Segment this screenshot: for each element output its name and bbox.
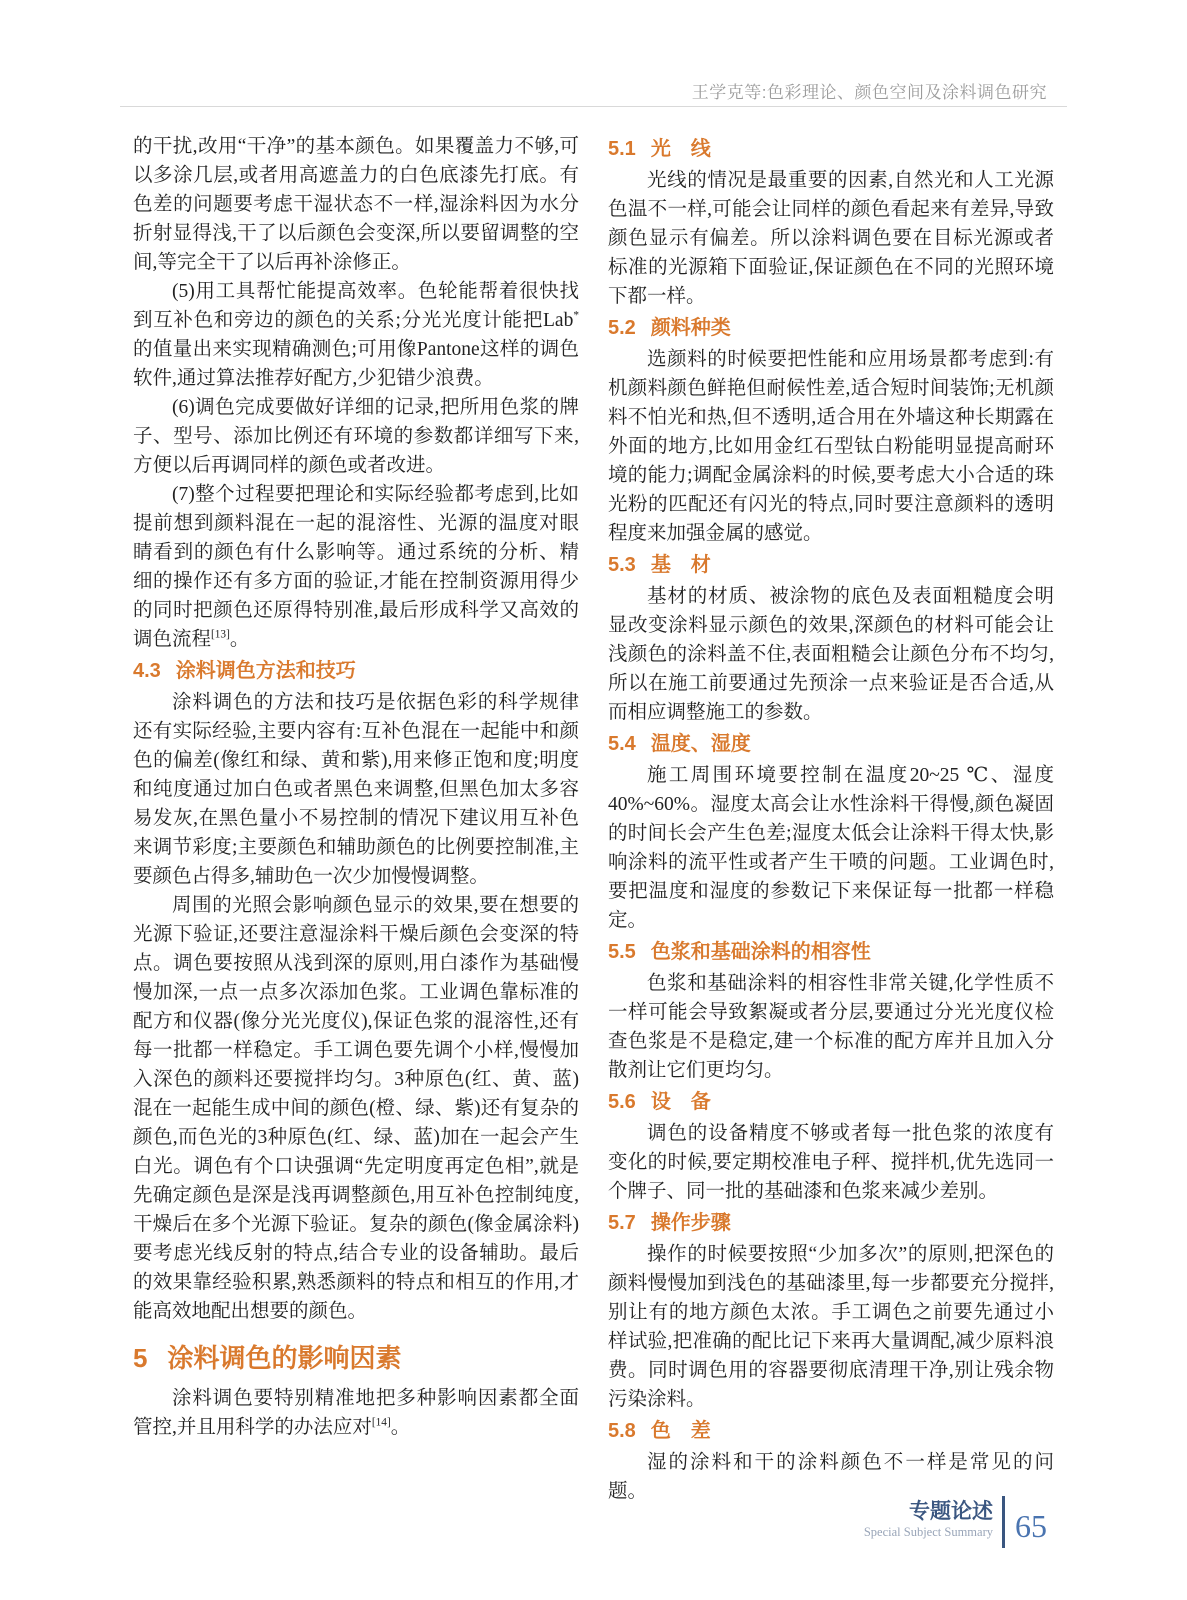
text-run: 调色的设备精度不够或者每一批色浆的浓度有变化的时候,要定期校准电子秤、搅拌机,优先选同一个牌子、同一批的基础漆和色浆来减少差别。 — [608, 1123, 1054, 1202]
heading-title: 操作步骤 — [650, 1212, 731, 1234]
text-run: 选颜料的时候要把性能和应用场景都考虑到:有机颜料颜色鲜艳但耐候性差,适合短时间装饰;无机颜料不怕光和热,但不透明,适合用在外墙这种长期露在外面的地方,比如用金红石型钛白粉能明显提高耐环境的能力;调配金属涂料的时候,要考虑大小合适的珠光粉的匹配还有闪光的特点,同时要注意颜料的透明程度来加强金属的感觉。 — [608, 349, 1054, 544]
subsection-heading — [608, 730, 1054, 759]
page-number: 65 — [1015, 1508, 1047, 1544]
heading-number: 5.1 — [608, 138, 636, 160]
paragraph — [133, 1384, 579, 1442]
heading-title: 涂料调色方法和技巧 — [175, 660, 356, 682]
text-run: 施工周围环境要控制在温度20~25 ℃、湿度40%~60%。湿度太高会让水性涂料干得慢,颜色凝固的时间长会产生色差;湿度太低会让涂料干得太快,影响涂料的流平性或者产生干喷的问题。工业调色时,要把温度和湿度的参数记下来保证每一批都一样稳定。 — [608, 765, 1054, 931]
text-run: 基材的材质、被涂物的底色及表面粗糙度会明显改变涂料显示颜色的效果,深颜色的材料可能会让浅颜色的涂料盖不住,表面粗糙会让颜色分布不均匀,所以在施工前要通过先预涂一点来验证是否合适,从而相应调整施工的参数。 — [608, 586, 1054, 723]
paragraph — [133, 688, 579, 891]
heading-title: 设 备 — [650, 1091, 711, 1113]
footer-section-title-cn: 专题论述 — [909, 1500, 993, 1523]
heading-number: 5.8 — [608, 1420, 636, 1442]
superscript-reference: [14] — [371, 1416, 391, 1429]
footer-divider-bar — [1002, 1496, 1005, 1548]
subsection-heading — [608, 938, 1054, 967]
text-run: (7)整个过程要把理论和实际经验都考虑到,比如提前想到颜料混在一起的混溶性、光源的温度对眼睛看到的颜色有什么影响等。通过系统的分析、精细的操作还有多方面的验证,才能在控制资源用得少的同时把颜色还原得特别准,最后形成科学又高效的调色流程 — [133, 484, 579, 650]
text-run: 周围的光照会影响颜色显示的效果,要在想要的光源下验证,还要注意湿涂料干燥后颜色会变深的特点。调色要按照从浅到深的原则,用白漆作为基础慢慢加深,一点一点多次添加色浆。工业调色靠标准的配方和仪器(像分光光度仪),保证色浆的混溶性,还有每一批都一样稳定。手工调色要先调个小样,慢慢加入深色的颜料还要搅拌均匀。3种原色(红、黄、蓝)混在一起能生成中间的颜色(橙、绿、紫)还有复杂的颜色,而色光的3种原色(红、绿、蓝)加在一起会产生白光。调色有个口诀强调“先定明度再定色相”,就是先确定颜色是深是浅再调整颜色,用互补色控制纯度,干燥后在多个光源下验证。复杂的颜色(像金属涂料)要考虑光线反射的特点,结合专业的设备辅助。最后的效果靠经验积累,熟悉颜料的特点和相互的作用,才能高效地配出想要的颜色。 — [133, 895, 579, 1322]
heading-number: 5.6 — [608, 1091, 636, 1113]
section-heading — [133, 1339, 579, 1377]
subsection-heading — [608, 314, 1054, 343]
paragraph — [608, 969, 1054, 1085]
header-rule — [120, 106, 1067, 107]
text-run: 光线的情况是最重要的因素,自然光和人工光源色温不一样,可能会让同样的颜色看起来有差异,导致颜色显示有偏差。所以涂料调色要在目标光源或者标准的光源箱下面验证,保证颜色在不同的光照环境下都一样。 — [608, 170, 1054, 307]
text-run: 涂料调色要特别精准地把多种影响因素都全面管控,并且用科学的办法应对 — [133, 1388, 579, 1438]
heading-title: 色 差 — [650, 1420, 711, 1442]
heading-number: 4.3 — [133, 660, 161, 682]
subsection-heading — [608, 1088, 1054, 1117]
text-run: 色浆和基础涂料的相容性非常关键,化学性质不一样可能会导致絮凝或者分层,要通过分光光度仪检查色浆是不是稳定,建一个标准的配方库并且加入分散剂让它们更均匀。 — [608, 973, 1054, 1081]
text-run: 操作的时候要按照“少加多次”的原则,把深色的颜料慢慢加到浅色的基础漆里,每一步都要充分搅拌,别让有的地方颜色太浓。手工调色之前要先通过小样试验,把准确的配比记下来再大量调配,减少原料浪费。同时调色用的容器要彻底清理干净,别让残余物污染涂料。 — [608, 1244, 1054, 1410]
paragraph — [608, 1119, 1054, 1206]
text-run: 。 — [390, 1417, 411, 1438]
paragraph — [608, 166, 1054, 311]
superscript-reference: * — [573, 309, 579, 322]
heading-number: 5.7 — [608, 1212, 636, 1234]
heading-number: 5 — [133, 1343, 148, 1373]
text-run: 。 — [229, 629, 250, 650]
paragraph — [608, 1240, 1054, 1414]
right-column — [608, 132, 1054, 1506]
subsection-heading — [608, 551, 1054, 580]
subsection-heading — [608, 1417, 1054, 1446]
text-run: 的值量出来实现精确测色;可用像Pantone这样的调色软件,通过算法推荐好配方,少犯错少浪费。 — [133, 339, 579, 389]
heading-title: 光 线 — [650, 138, 711, 160]
paragraph — [133, 132, 579, 277]
superscript-reference: [13] — [211, 628, 230, 641]
text-run: (5)用工具帮忙能提高效率。色轮能帮着很快找到互补色和旁边的颜色的关系;分光光度计能把Lab — [133, 281, 579, 331]
heading-title: 色浆和基础涂料的相容性 — [650, 941, 871, 963]
heading-number: 5.3 — [608, 554, 636, 576]
subsection-heading — [608, 135, 1054, 164]
heading-number: 5.2 — [608, 317, 636, 339]
left-column — [133, 132, 579, 1442]
paragraph — [608, 582, 1054, 727]
running-head: 王学克等:色彩理论、颜色空间及涂料调色研究 — [691, 83, 1047, 102]
heading-title: 颜料种类 — [650, 317, 731, 339]
paragraph — [133, 277, 579, 393]
text-run: 涂料调色的方法和技巧是依据色彩的科学规律还有实际经验,主要内容有:互补色混在一起能中和颜色的偏差(像红和绿、黄和紫),用来修正饱和度;明度和纯度通过加白色或者黑色来调整,但黑色加太多容易发灰,在黑色量小不易控制的情况下建议用互补色来调节彩度;主要颜色和辅助颜色的比例要控制准,主要颜色占得多,辅助色一次少加慢慢调整。 — [133, 692, 579, 887]
heading-title: 温度、湿度 — [650, 733, 751, 755]
text-run: (6)调色完成要做好详细的记录,把所用色浆的牌子、型号、添加比例还有环境的参数都详细写下来,方便以后再调同样的颜色或者改进。 — [133, 397, 579, 476]
paragraph — [133, 891, 579, 1326]
page-footer — [864, 1496, 1047, 1548]
text-run: 的干扰,改用“干净”的基本颜色。如果覆盖力不够,可以多涂几层,或者用高遮盖力的白色底漆先打底。有色差的问题要考虑干湿状态不一样,湿涂料因为水分折射显得浅,干了以后颜色会变深,所以要留调整的空间,等完全干了以后再补涂修正。 — [133, 136, 579, 273]
paragraph — [608, 345, 1054, 548]
paragraph — [133, 480, 579, 654]
subsection-heading — [133, 657, 579, 686]
text-run: 湿的涂料和干的涂料颜色不一样是常见的问题。 — [608, 1452, 1054, 1502]
heading-number: 5.5 — [608, 941, 636, 963]
heading-title: 基 材 — [650, 554, 711, 576]
heading-number: 5.4 — [608, 733, 636, 755]
footer-section-title — [864, 1496, 993, 1541]
paragraph — [608, 761, 1054, 935]
subsection-heading — [608, 1209, 1054, 1238]
footer-section-title-en: Special Subject Summary — [863, 1525, 993, 1539]
heading-title: 涂料调色的影响因素 — [167, 1343, 402, 1373]
paragraph — [133, 393, 579, 480]
